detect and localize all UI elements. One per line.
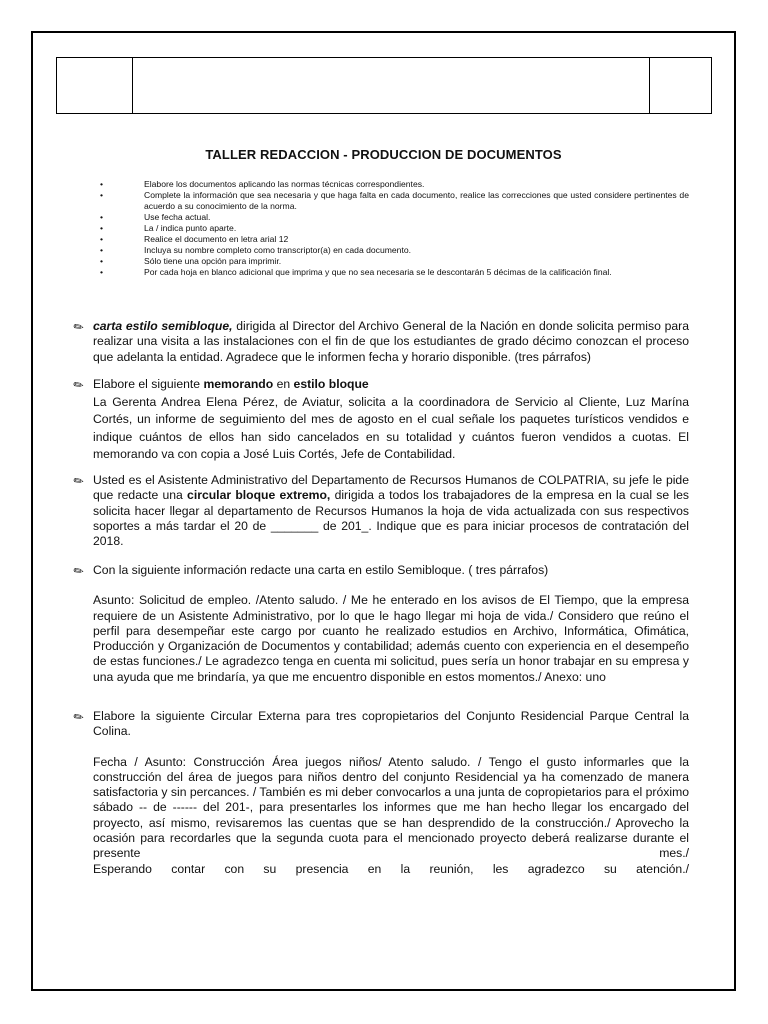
task-5: ✎ Elabore la siguiente Circular Externa para tres copropietarios del Conjunto Residencial Parque Central la Colina. Fecha / Asunto: Construcción Área juegos niños/ Atento saludo. / Tengo el gusto informarles que la construcción del área de juegos para niños dentro del conjunto Residencial ya ha comenzado de manera satisfactoria y sin percances. / También es mi deber convocarlos a una junta de copropietarios para el próximo sábado -- de ------ del 201-, para presentarles los informes que me han hecho llegar los encargado del proyecto, así mismo, revisaremos las cuentas que se han desprendido de la construcción./ Aprovecho la ocasión para recordarles que la segunda cuota para el mencionado proyecto deberá realizarse durante el presente mes./ Esperando contar con su presencia en la reunión, les agradezco su atención./ <box>70 708 689 876</box>
pen-bullet-icon: ✎ <box>70 562 87 580</box>
task-2: ✎ Elabore el siguiente memorando en estilo bloque La Gerenta Andrea Elena Pérez, de Aviatur, solicita a la coordinadora de Servicio al Cliente, Luz Marína Cortés, un informe de seguimiento del mes de agosto en el cual señale los paquetes turísticos vendidos e indique cuántos de ellos han sido cancelados en su totalidad y cuántos fueron vendidos a cuotas. El memorando va con copia a José Luis Cortés, Jefe de Contabilidad. <box>70 376 689 461</box>
instruction-item: • Elabore los documentos aplicando las normas técnicas correspondientes. <box>100 179 425 189</box>
page-title: TALLER REDACCION - PRODUCCION DE DOCUMENTOS <box>205 147 562 162</box>
bullet-icon: • <box>100 256 104 266</box>
task-1: ✎ carta estilo semibloque, dirigida al Director del Archivo General de la Nación en donde solicita permiso para realizar una visita a las instalaciones con el fin de que los estudiantes de grado décimo conozcan el proceso que adelanta la entidad. Agradece que le informen fecha y horario disponible. (tres párrafos) <box>70 318 689 364</box>
header-cell-code <box>650 58 711 113</box>
pen-bullet-icon: ✎ <box>70 318 87 336</box>
header-table <box>56 57 712 114</box>
instruction-item: • Complete la información que sea necesaria y que haga falta en cada documento, realice las correcciones que usted considere pertinentes de acuerdo a su conocimiento de la norma. <box>100 190 689 211</box>
instruction-item: • Use fecha actual. <box>100 212 211 222</box>
instruction-item: • Incluya su nombre completo como transcriptor(a) en cada documento. <box>100 245 412 255</box>
task-3: ✎ Usted es el Asistente Administrativo del Departamento de Recursos Humanos de COLPATRIA, su jefe le pide que redacte una circular bloque extremo, dirigida a todos los trabajadores de la empresa en la cual se les solicita hacer llegar al departamento de Recursos Humanos la hoja de vida actualizada con sus respectivos soportes a más tardar el 20 de _______ de 201_. Indique que es para iniciar procesos de contratación del 2018. <box>70 472 690 549</box>
header-cell-title <box>133 58 650 113</box>
pen-bullet-icon: ✎ <box>70 472 87 490</box>
instructions-list <box>96 179 689 278</box>
bullet-icon: • <box>100 212 104 222</box>
instruction-item: • La / indica punto aparte. <box>100 223 237 233</box>
pen-bullet-icon: ✎ <box>70 708 87 726</box>
bullet-icon: • <box>100 179 104 189</box>
pen-bullet-icon: ✎ <box>70 376 87 394</box>
bullet-icon: • <box>100 223 104 233</box>
instruction-item: • Por cada hoja en blanco adicional que imprima y que no sea necesaria se le descontarán 5 décimas de la calificación final. <box>100 267 612 277</box>
document-page <box>31 31 736 991</box>
bullet-icon: • <box>100 190 104 200</box>
instruction-item: • Sólo tiene una opción para imprimir. <box>100 256 282 266</box>
bullet-icon: • <box>100 267 104 277</box>
header-cell-logo <box>57 58 133 113</box>
bullet-icon: • <box>100 234 104 244</box>
instruction-item: • Realice el documento en letra arial 12 <box>100 234 289 244</box>
task-4: ✎ Con la siguiente información redacte una carta en estilo Semibloque. ( tres párrafos) Asunto: Solicitud de empleo. /Atento saludo. / Me he enterado en los avisos de El Tiempo, que la empresa requiere de un Asistente Administrativo, por lo que le hago llegar mi hoja de vida./ Considero que reúno el perfil para desempeñar este cargo por cuanto he realizado estudios en Archivo, Informática, Ofimática, Producción y Organización de Documentos y contabilidad; además cuento con experiencia en el desempeño de estas funciones./ Le agradezco tenga en cuenta mi solicitud, pues sería un honor trabajar en su empresa y una ayuda que me brindaría, ya que me encuentro disponible en estos momentos./ Anexo: uno <box>70 562 689 684</box>
bullet-icon: • <box>100 245 104 255</box>
